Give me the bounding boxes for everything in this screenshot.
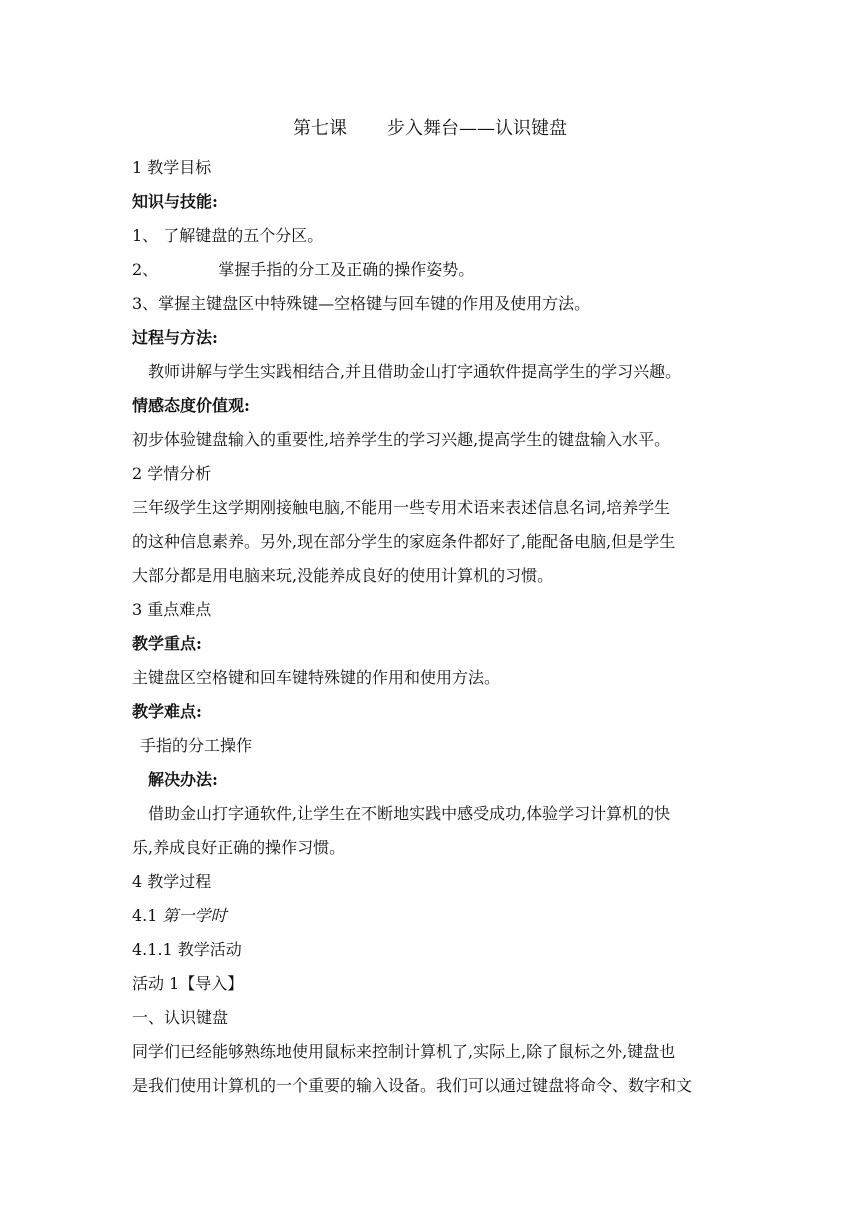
- lesson-topic: 步入舞台——认识键盘: [387, 118, 567, 139]
- analysis-line-2: 的这种信息素养。另外,现在部分学生的家庭条件都好了,能配备电脑,但是学生: [132, 532, 676, 551]
- activity-1-heading: 活动 1【导入】: [132, 974, 244, 993]
- section-heading-3: 3 重点难点: [132, 600, 212, 619]
- objective-3: 3、掌握主键盘区中特殊键—空格键与回车键的作用及使用方法。: [132, 294, 591, 313]
- section-heading-1: 1 教学目标: [132, 158, 212, 177]
- difficulty-text: 手指的分工操作: [140, 736, 253, 755]
- part-one-heading: 一、认识键盘: [132, 1008, 229, 1027]
- subheading-knowledge: 知识与技能:: [132, 192, 218, 211]
- page-title: [0, 118, 860, 140]
- emotion-text: 初步体验键盘输入的重要性,培养学生的学习兴趣,提高学生的键盘输入水平。: [132, 430, 671, 449]
- objective-2-text: 掌握手指的分工及正确的操作姿势。: [218, 260, 475, 279]
- process-text: 教师讲解与学生实践相结合,并且借助金山打字通软件提高学生的学习兴趣。: [148, 362, 682, 381]
- objective-1: 1、 了解键盘的五个分区。: [132, 226, 324, 245]
- solution-line-2: 乐,养成良好正确的操作习惯。: [132, 838, 346, 857]
- subheading-key-point: 教学重点:: [132, 634, 202, 653]
- intro-line-2: 是我们使用计算机的一个重要的输入设备。我们可以通过键盘将命令、数字和文: [132, 1076, 693, 1095]
- section-heading-4: 4 教学过程: [132, 872, 212, 891]
- objective-2-number: 2、: [132, 260, 159, 279]
- solution-line-1: 借助金山打字通软件,让学生在不断地实践中感受成功,体验学习计算机的快: [148, 804, 671, 823]
- subheading-solution: 解决办法:: [148, 770, 218, 789]
- analysis-line-3: 大部分都是用电脑来玩,没能养成良好的使用计算机的习惯。: [132, 566, 554, 585]
- key-point-text: 主键盘区空格键和回车键特殊键的作用和使用方法。: [132, 668, 501, 687]
- subsection-4-1-1: 4.1.1 教学活动: [132, 940, 242, 959]
- intro-line-1: 同学们已经能够熟练地使用鼠标来控制计算机了,实际上,除了鼠标之外,键盘也: [132, 1042, 676, 1061]
- subheading-emotion: 情感态度价值观:: [132, 396, 250, 415]
- section-heading-2: 2 学情分析: [132, 464, 212, 483]
- subheading-difficulty: 教学难点:: [132, 702, 202, 721]
- objective-2: [132, 260, 474, 280]
- lesson-number: 第七课: [293, 118, 347, 139]
- subheading-process: 过程与方法:: [132, 328, 218, 347]
- analysis-line-1: 三年级学生这学期刚接触电脑,不能用一些专用术语来表述信息名词,培养学生: [132, 498, 671, 517]
- subsection-4-1: [132, 906, 227, 926]
- subsection-4-1-number: 4.1: [132, 906, 158, 925]
- subsection-4-1-title: 第一学时: [162, 906, 227, 925]
